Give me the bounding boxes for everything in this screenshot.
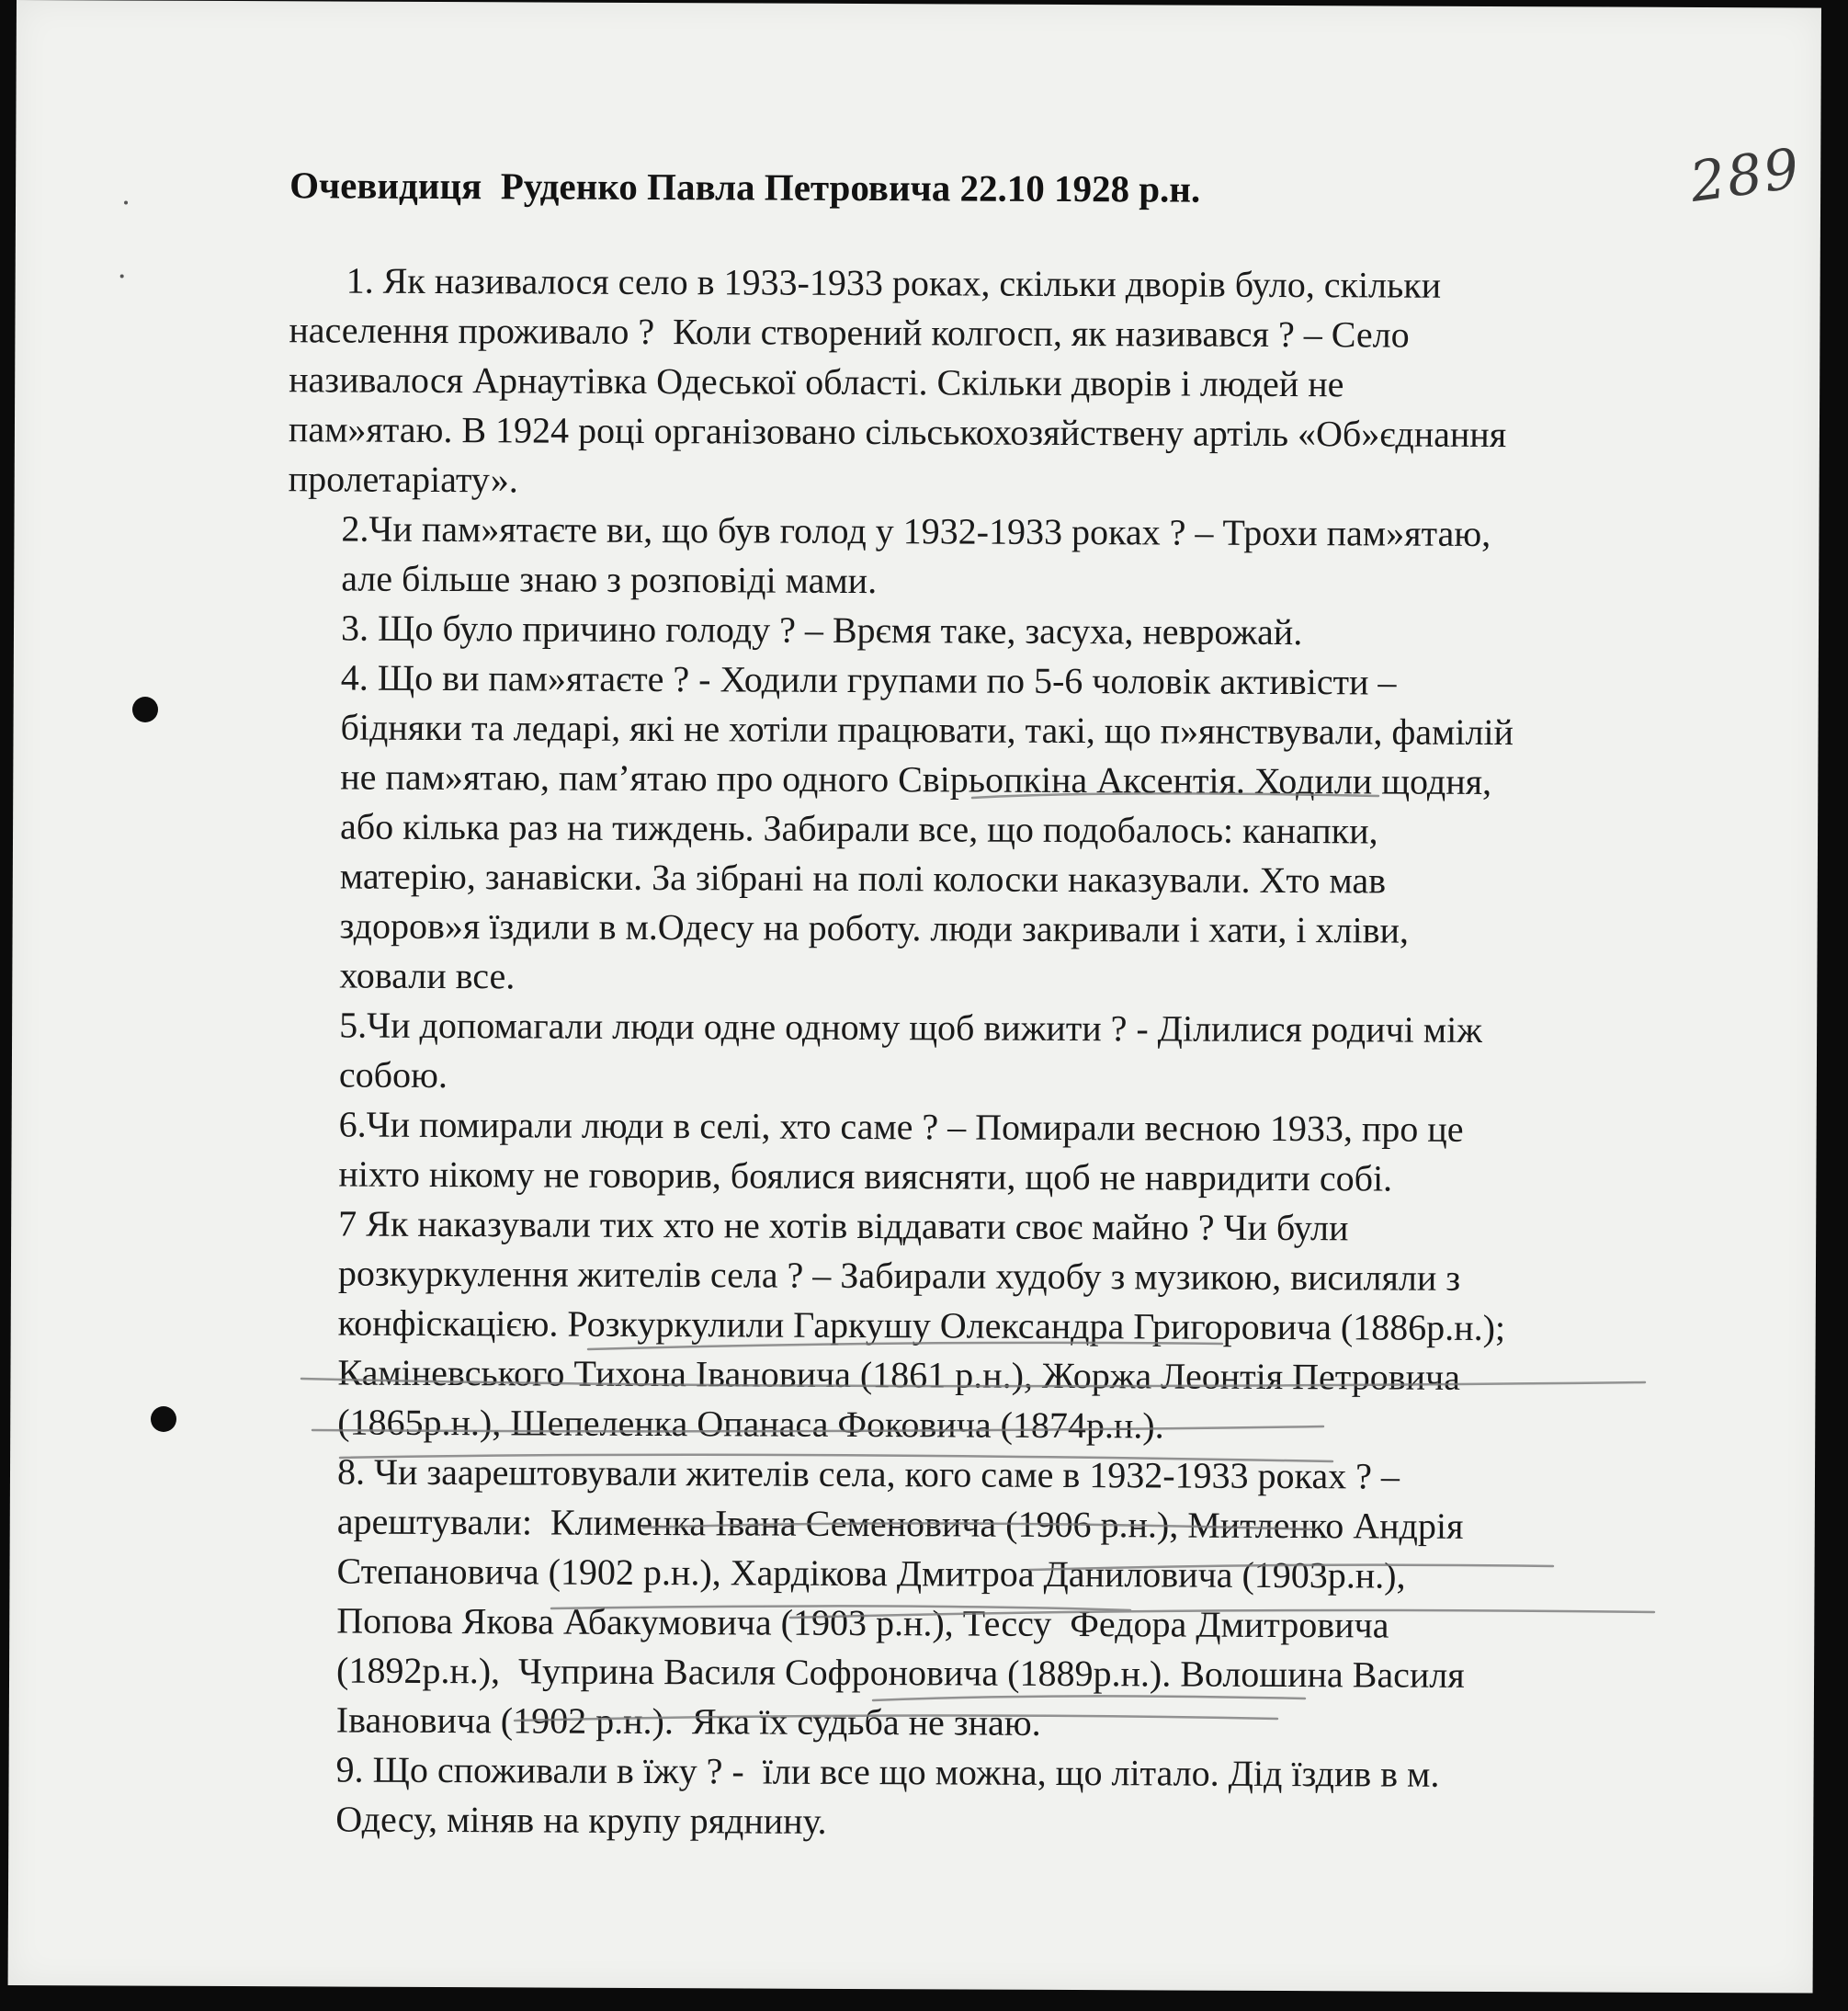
text-line: 2.Чи пам»ятаєте ви, що був голод у 1932-1933 роках ? – Трохи пам»ятаю, [341,507,1491,555]
text-line: собою. [338,1053,448,1096]
text-line: пролетаріату». [288,458,518,501]
text-line: пам»ятаю. В 1924 році організовано сільськохозяйствену артіль «Об»єднання [288,408,1507,456]
text-line: 7 Як наказували тих хто не хотів віддавати своє майно ? Чи були [338,1202,1349,1249]
text-line: 3. Що було причино голоду ? – Врємя таке, засуха, неврожай. [340,607,1303,653]
text-line: Івановича (1902 р.н.). Яка їх судьба не знаю. [335,1699,1041,1744]
text-line: розкуркулення жителів села ? – Забирали худобу з музикою, висиляли з [337,1252,1461,1299]
text-line: Каміневського Тихона Івановича (1861 р.н.), Жоржа Леонтія Петровича [337,1351,1461,1398]
handwritten-page-number: 289 [1686,136,1805,216]
text-line: матерію, занавіски. За зібрані на полі колоски наказували. Хто мав [339,855,1387,902]
text-line: бідняки та ледарі, які не хотіли працювати, такі, що п»янствували, фамілій [340,706,1514,754]
text-line: ніхто нікому не говорив, боялися виясняти, щоб не навридити собі. [338,1153,1393,1199]
text-line: 5.Чи допомагали люди одне одному щоб вижити ? - Ділилися родичі між [339,1004,1483,1051]
text-line: (1892р.н.), Чуприна Василя Софроновича (1889р.н.). Волошина Василя [335,1649,1465,1696]
text-line: не пам»ятаю, пам’ятаю про одного Свірьопкіна Аксентія. Ходили щодня, [340,756,1492,803]
document-title: Очевидиця Руденко Павла Петровича 22.10 1928 р.н. [289,164,1201,210]
document-page [8,0,1821,1994]
text-line: населення проживало ? Коли створений колгосп, як називався ? – Село [289,309,1410,356]
text-line: (1865р.н.), Шепеленка Опанаса Фоковича (1874р.н.). [337,1401,1164,1447]
text-line: Степановича (1902 р.н.), Хардікова Дмитроа Даниловича (1903р.н.), [336,1550,1406,1596]
text-line: 9. Що споживали в їжу ? - їли все що можна, що літало. Дід їздив в м. [335,1748,1440,1795]
text-line: 8. Чи заарештовували жителів села, кого саме в 1932-1933 роках ? – [336,1450,1400,1497]
text-line: 4. Що ви пам»ятаєте ? - Ходили групами по 5-6 чоловік активісти – [340,656,1397,703]
text-line: називалося Арнаутівка Одеської області. Скільки дворів і людей не [289,358,1344,405]
text-line: ховали все. [339,954,516,997]
text-line: або кілька раз на тиждень. Забирали все, що подобалось: канапки, [339,805,1378,852]
text-line: конфіскацією. Розкуркулили Гаркушу Олександра Григоровича (1886р.н.); [337,1301,1506,1349]
text-line: 1. Як називалося село в 1933-1933 роках, скільки дворів було, скільки [346,259,1442,306]
text-line: здоров»я їздили в м.Одесу на роботу. люди закривали і хати, і хліви, [339,904,1410,951]
text-line: але більше знаю з розповіді мами. [341,557,878,602]
speck-mark [124,201,128,205]
speck-mark [120,274,124,278]
punch-hole [151,1406,176,1432]
text-line: Попова Якова Абакумовича (1903 р.н.), Тессу Федора Дмитровича [336,1599,1389,1646]
text-line: арештували: Клименка Івана Семеновича (1906 р.н.), Митленко Андрія [336,1500,1464,1547]
text-line: 6.Чи помирали люди в селі, хто саме ? – Помирали весною 1933, про це [338,1103,1464,1150]
punch-hole [132,697,158,722]
text-line: Одесу, міняв на крупу ряднину. [335,1798,827,1842]
